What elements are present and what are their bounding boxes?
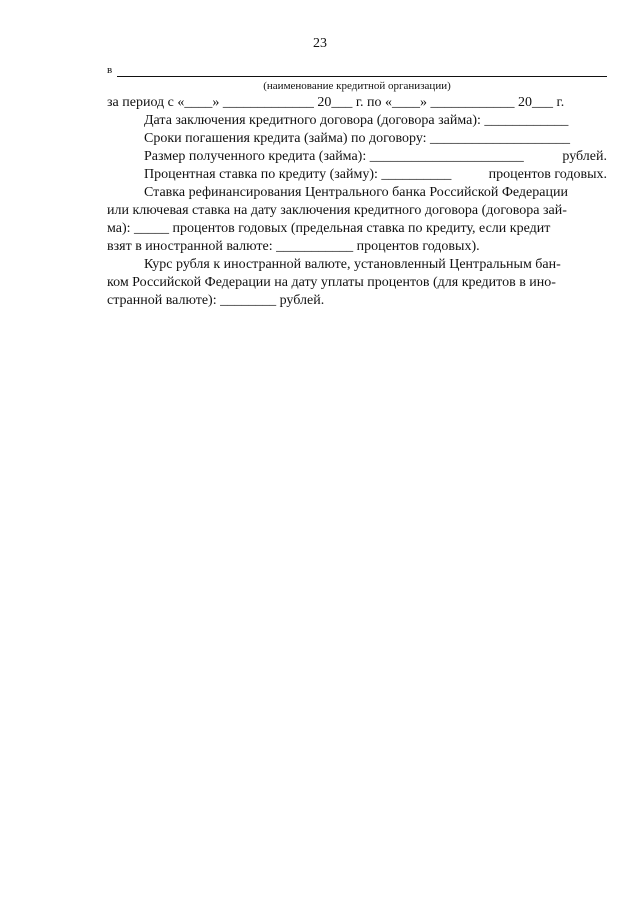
credit-organization-caption: (наименование кредитной организации) xyxy=(263,80,451,92)
page-number: 23 xyxy=(313,36,327,51)
loan-amount-label: Размер полученного кредита (займа): ______________________ xyxy=(144,149,524,164)
exchange-rate-line-3: странной валюте): ________ рублей. xyxy=(107,293,325,308)
refinancing-rate-paragraph xyxy=(107,184,607,256)
repayment-terms-line: Сроки погашения кредита (займа) по договору: ____________________ xyxy=(144,131,571,146)
interest-rate-line xyxy=(107,166,607,184)
blank-line xyxy=(117,76,607,77)
loan-amount-line xyxy=(107,148,607,166)
refinancing-rate-line-3: ма): _____ процентов годовых (предельная ставка по кредиту, если кредит xyxy=(107,221,551,236)
field-prefix: в xyxy=(107,64,113,76)
interest-rate-label: Процентная ставка по кредиту (займу): __________ xyxy=(144,167,452,182)
refinancing-rate-line-4: взят в иностранной валюте: ___________ процентов годовых). xyxy=(107,239,480,254)
refinancing-rate-line-1: Ставка рефинансирования Центрального банка Российской Федерации xyxy=(144,185,568,200)
credit-organization-field xyxy=(107,62,607,78)
exchange-rate-line-1: Курс рубля к иностранной валюте, установленный Центральным бан- xyxy=(144,257,561,272)
document-body xyxy=(107,94,607,310)
refinancing-rate-line-2: или ключевая ставка на дату заключения кредитного договора (договора зай- xyxy=(107,203,567,218)
exchange-rate-paragraph xyxy=(107,256,607,310)
period-line: за период с «____» _____________ 20___ г. по «____» ____________ 20___ г. xyxy=(107,95,565,110)
contract-date-line: Дата заключения кредитного договора (договора займа): ____________ xyxy=(144,113,569,128)
loan-amount-unit: рублей. xyxy=(562,149,607,164)
interest-rate-unit: процентов годовых. xyxy=(488,167,607,182)
exchange-rate-line-2: ком Российской Федерации на дату уплаты процентов (для кредитов в ино- xyxy=(107,275,556,290)
